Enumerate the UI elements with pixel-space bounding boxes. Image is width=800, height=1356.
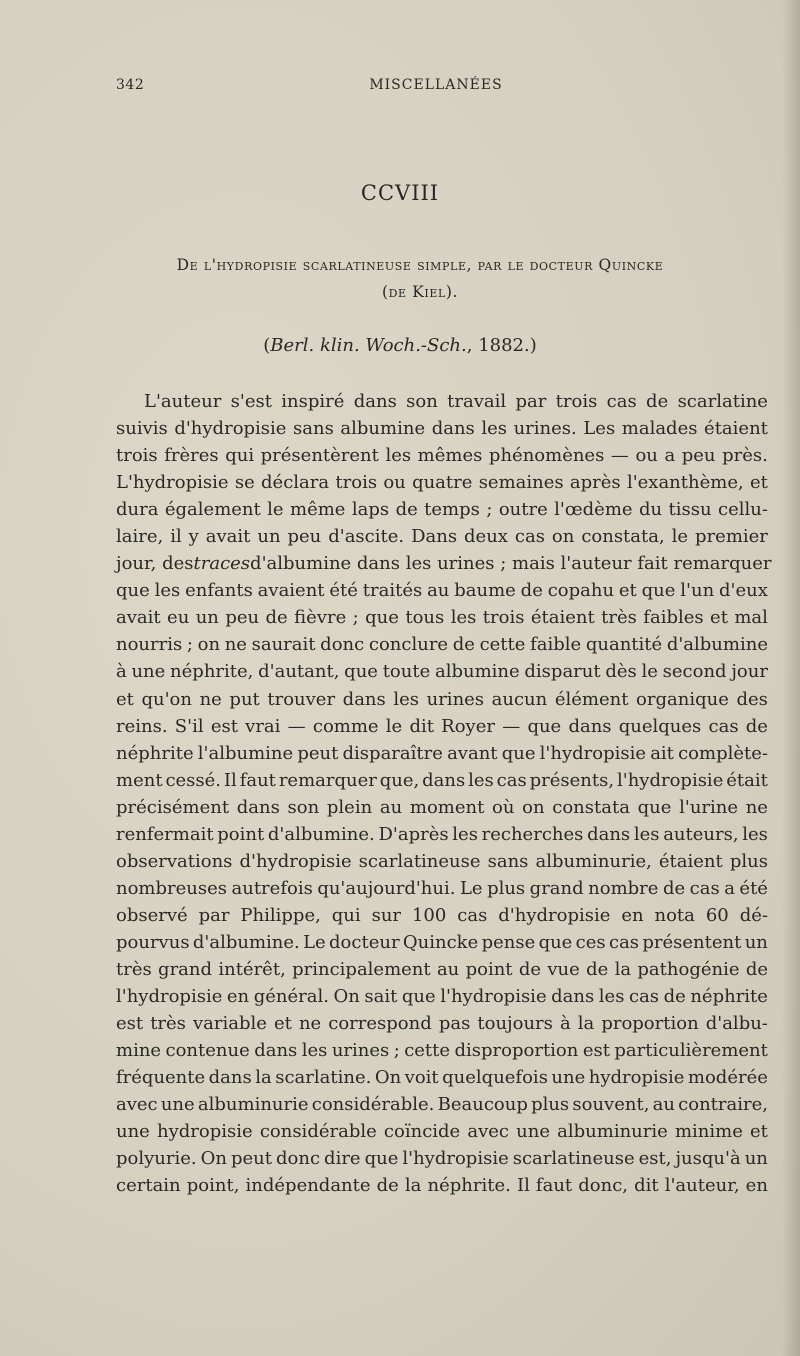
body-line: certain point, indépendante de la néphrite. Il faut donc, dit l'auteur, en [116,1175,768,1197]
body-line: à une néphrite, d'autant, que toute albumine disparut dès le second jour [116,661,768,683]
body-line [116,550,772,577]
body-line-part: jour, des [116,553,194,575]
body-text [116,388,772,1199]
body-line: observations d'hydropisie scarlatineuse sans albuminurie, étaient plus [116,850,768,872]
italic-word: traces [193,553,251,575]
body-line: suivis d'hydropisie sans albumine dans les urines. Les malades étaient [116,418,768,440]
body-line: L'hydropisie se déclara trois ou quatre semaines après l'exanthème, et [116,472,768,494]
body-line: polyurie. On peut donc dire que l'hydropisie scarlatineuse est, jusqu'à un [116,1148,768,1170]
body-line: ment cessé. Il faut remarquer que, dans les cas présents, l'hydropisie était [116,769,768,791]
body-line: néphrite l'albumine peut disparaître avant que l'hydropisie ait complète- [116,742,768,764]
body-line: et qu'on ne put trouver dans les urines aucun élément organique des [116,688,768,710]
body-line: L'auteur s'est inspiré dans son travail par trois cas de scarlatine [144,391,768,412]
body-line: reins. S'il est vrai — comme le dit Royer — que dans quelques cas de [116,715,768,737]
body-line: observé par Philippe, qui sur 100 cas d'hydropisie en nota 60 dé- [116,904,768,926]
body-line: avait eu un peu de fièvre ; que tous les trois étaient très faibles et mal [116,607,768,629]
page-number: 342 [116,77,145,93]
body-line: nombreuses autrefois qu'aujourd'hui. Le plus grand nombre de cas a été [116,877,768,899]
body-line: dura également le même laps de temps ; outre l'œdème du tissu cellu- [116,499,768,521]
body-line: trois frères qui présentèrent les mêmes phénomènes — ou a peu près. [116,445,768,467]
article-title [100,252,740,306]
source-open: ( [263,335,271,356]
body-line: fréquente dans la scarlatine. On voit quelquefois une hydropisie modérée [116,1067,768,1089]
body-line: est très variable et ne correspond pas toujours à la proportion d'albu- [116,1013,768,1035]
body-line: nourris ; on ne saurait donc conclure de cette faible quantité d'albumine [116,634,768,656]
chapter-number: CCVIII [360,181,440,205]
source-journal: Berl. klin. Woch.-Sch. [270,335,467,356]
article-title-line-1: De l'hydropisie scarlatineuse simple, par le docteur Quincke [176,256,664,274]
body-line: que les enfants avaient été traités au baume de copahu et que l'un d'eux [116,580,768,602]
body-line: très grand intérêt, principalement au point de vue de la pathogénie de [116,958,768,980]
body-line: renfermait point d'albumine. D'après les recherches dans les auteurs, les [116,823,768,845]
body-line: précisément dans son plein au moment où on constata que l'urine ne [116,796,768,818]
body-line: l'hydropisie en général. On sait que l'hydropisie dans les cas de néphrite [116,986,768,1008]
body-line: pourvus d'albumine. Le docteur Quincke pense que ces cas présentent un [116,931,768,953]
body-line: laire, il y avait un peu d'ascite. Dans deux cas on constata, le premier [116,526,768,548]
body-line: une hydropisie considérable coïncide avec une albuminurie minime et [116,1121,768,1143]
running-head [116,77,756,99]
body-line: mine contenue dans les urines ; cette disproportion est particulièrement [116,1040,768,1062]
source-rest: , 1882.) [466,335,537,356]
running-title: MISCELLANÉES [369,77,503,93]
body-line: avec une albuminurie considérable. Beaucoup plus souvent, au contraire, [116,1094,768,1116]
article-title-line-2: (de Kiel). [381,283,459,301]
source-citation [0,335,800,356]
body-line-part: d'albumine dans les urines ; mais l'auteur fait remarquer [250,553,772,575]
